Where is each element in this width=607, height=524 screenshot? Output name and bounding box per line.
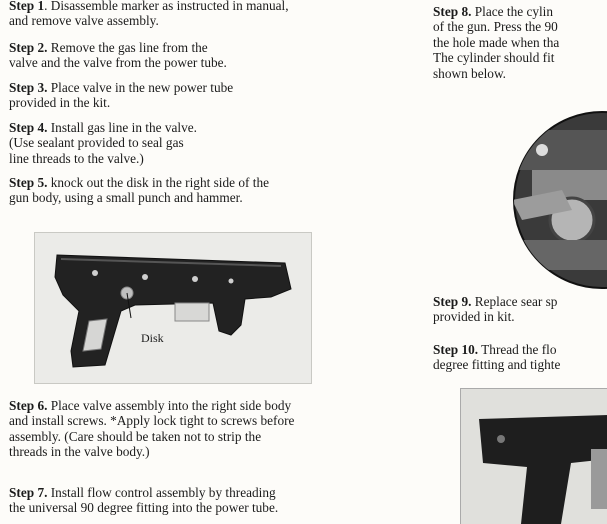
step-2: [9, 40, 227, 71]
step-10-label: Step 10.: [433, 342, 479, 357]
step-2-label: Step 2.: [9, 40, 48, 55]
step-7: [9, 485, 278, 516]
cylinder-image: [502, 110, 607, 290]
step-1: [9, 0, 289, 29]
step-9-label: Step 9.: [433, 294, 472, 309]
step-9: [433, 294, 557, 325]
step-3-label: Step 3.: [9, 80, 48, 95]
step-6-label: Step 6.: [9, 398, 48, 413]
step-2-text: Remove the gas line from the valve and the valve from the power tube.: [9, 40, 227, 71]
step-4-text: Install gas line in the valve. (Use sealant provided to seal gas line threads to the valve.): [9, 120, 197, 166]
step-5-text: knock out the disk in the right side of the gun body, using a small punch and hammer.: [9, 175, 270, 206]
cylinder-photo: [502, 110, 607, 290]
step-5-label: Step 5.: [9, 175, 48, 190]
step-5: [9, 175, 269, 206]
gun-body-photo: [34, 232, 312, 384]
fitting-image: [461, 389, 607, 524]
disk-label: Disk: [141, 331, 164, 345]
step-7-text: Install flow control assembly by threading the universal 90 degree fitting into the power tube.: [9, 485, 279, 516]
step-1-label: Step 1: [9, 0, 45, 13]
step-3: [9, 80, 233, 111]
step-6: [9, 398, 294, 460]
step-4-label: Step 4.: [9, 120, 48, 135]
step-8: [433, 4, 559, 81]
fitting-photo: [460, 388, 607, 524]
step-7-label: Step 7.: [9, 485, 48, 500]
step-1-sep: .: [44, 0, 51, 13]
step-4: [9, 120, 197, 166]
gun-body-image: [35, 233, 311, 383]
step-8-label: Step 8.: [433, 4, 472, 19]
step-10: [433, 342, 560, 373]
step-8-text: Place the cylin of the gun. Press the 90 the hole made when tha The cylinder should fit shown below.: [433, 4, 560, 81]
step-1-text: Disassemble marker as instructed in manual, and remove valve assembly.: [9, 0, 289, 29]
step-10-text: Thread the flo degree fitting and tighte: [433, 342, 561, 373]
step-9-text: Replace sear sp provided in kit.: [433, 294, 558, 325]
step-3-text: Place valve in the new power tube provided in the kit.: [9, 80, 234, 111]
step-6-text: Place valve assembly into the right side body and install screws. *Apply lock tight to screws before assembly. (Care should be taken not to strip the threads in the valve body.): [9, 398, 295, 460]
